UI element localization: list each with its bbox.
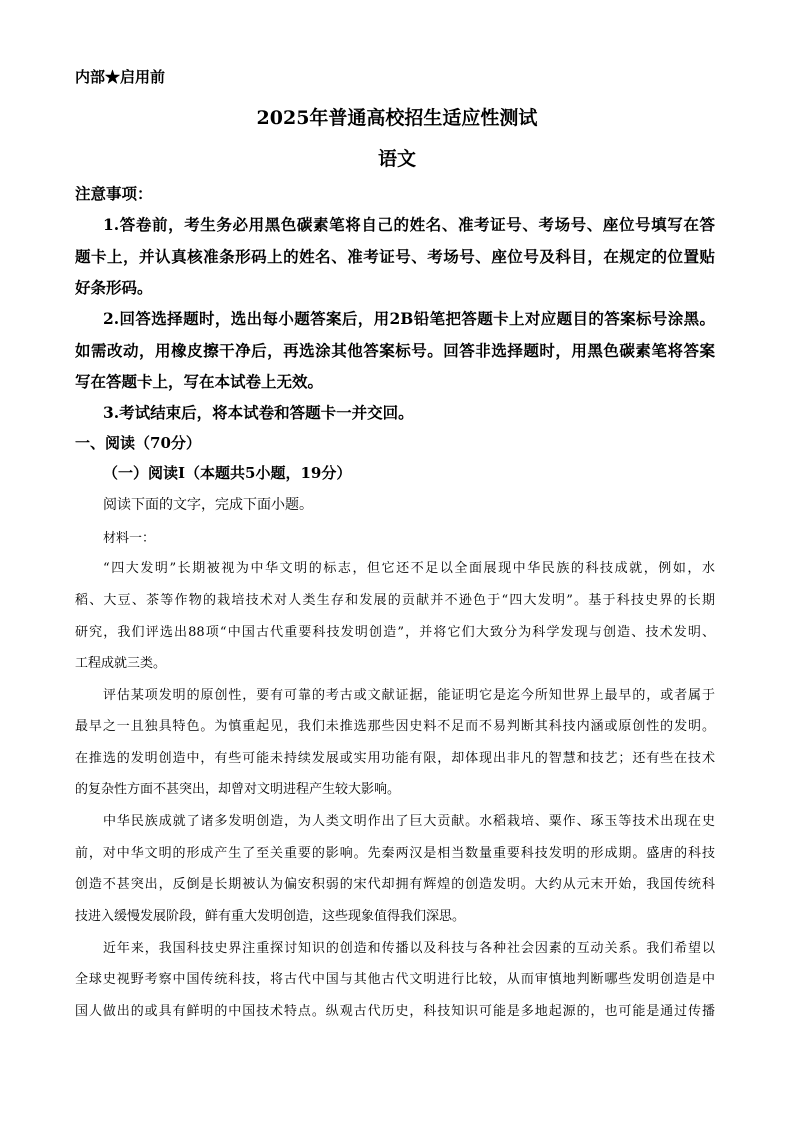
notice-heading: 注意事项： — [75, 184, 153, 203]
passage-line: 的复杂性方面不甚突出，却曾对文明进程产生较大影响。 — [75, 782, 401, 797]
passage-line: 技进入缓慢发展阶段，鲜有重大发明创造，这些现象值得我们深思。 — [75, 909, 466, 924]
passage-line: 国人做出的或具有鲜明的中国技术特点。纵观古代历史，科技知识可能是多地起源的，也可能是通过传播 — [75, 1004, 715, 1019]
notice-line: 2.回答选择题时，选出每小题答案后，用2B铅笔把答题卡上对应题目的答案标号涂黑。 — [103, 309, 715, 328]
section-heading: 一、阅读（70分） — [75, 434, 201, 452]
subject-title: 语文 — [377, 148, 416, 170]
passage-line: 创造不甚突出，反倒是长期被认为偏安积弱的宋代却拥有辉煌的创造发明。大约从元末开始，我国传统科 — [75, 877, 715, 892]
passage-line: 评估某项发明的原创性，要有可靠的考古或文献证据，能证明它是迄今所知世界上最早的，或者属于 — [103, 688, 715, 703]
passage-line: 最早之一且独具特色。为慎重起见，我们未推选那些因史料不足而不易判断其科技内涵或原创性的发明。 — [75, 719, 715, 734]
passage-line: 稻、大豆、茶等作物的栽培技术对人类生存和发展的贡献并不逊色于“四大发明”。基于科技史界的长期 — [75, 593, 715, 608]
passage-line: 近年来，我国科技史界注重探讨知识的创造和传播以及科技与各种社会因素的互动关系。我们希望以 — [103, 941, 715, 956]
exam-title: 2025年普通高校招生适应性测试 — [256, 107, 538, 129]
notice-line: 如需改动，用橡皮擦干净后，再选涂其他答案标号。回答非选择题时，用黑色碳素笔将答案 — [75, 341, 715, 360]
passage-line: 中华民族成就了诸多发明创造，为人类文明作出了巨大贡献。水稻栽培、粟作、琢玉等技术出现在史 — [103, 814, 715, 829]
subsection-heading: （一）阅读Ⅰ（本题共5小题，19分） — [103, 464, 352, 482]
notice-line: 写在答题卡上，写在本试卷上无效。 — [75, 372, 324, 391]
passage-line: 工程成就三类。 — [75, 656, 167, 671]
passage-line: 前，对中华文明的形成产生了至关重要的影响。先秦两汉是相当数量重要科技发明的形成期。盛唐的科技 — [75, 846, 715, 861]
reading-instruction: 阅读下面的文字，完成下面小题。 — [103, 497, 313, 513]
confidential-label: 内部★启用前 — [75, 68, 166, 86]
passage-line: 研究，我们评选出88项“中国古代重要科技发明创造”，并将它们大致分为科学发现与创造、技术发明、 — [75, 625, 715, 640]
passage-line: “四大发明”长期被视为中华文明的标志，但它还不足以全面展现中华民族的科技成就，例如，水 — [103, 561, 715, 576]
notice-line: 好条形码。 — [75, 278, 153, 297]
notice-line: 1.答卷前，考生务必用黑色碳素笔将自己的姓名、准考证号、考场号、座位号填写在答 — [103, 215, 715, 234]
material-label: 材料一： — [103, 531, 156, 546]
notice-line: 题卡上，并认真核准条形码上的姓名、准考证号、考场号、座位号及科目，在规定的位置贴 — [75, 247, 715, 266]
notice-item-3: 3.考试结束后，将本试卷和答题卡一并交回。 — [103, 403, 414, 422]
passage-line: 全球史视野考察中国传统科技，将古代中国与其他古代文明进行比较，从而审慎地判断哪些发明创造是中 — [75, 972, 715, 987]
passage-line: 在推选的发明创造中，有些可能未持续发展或实用功能有限，却体现出非凡的智慧和技艺；还有些在技术 — [75, 751, 715, 766]
